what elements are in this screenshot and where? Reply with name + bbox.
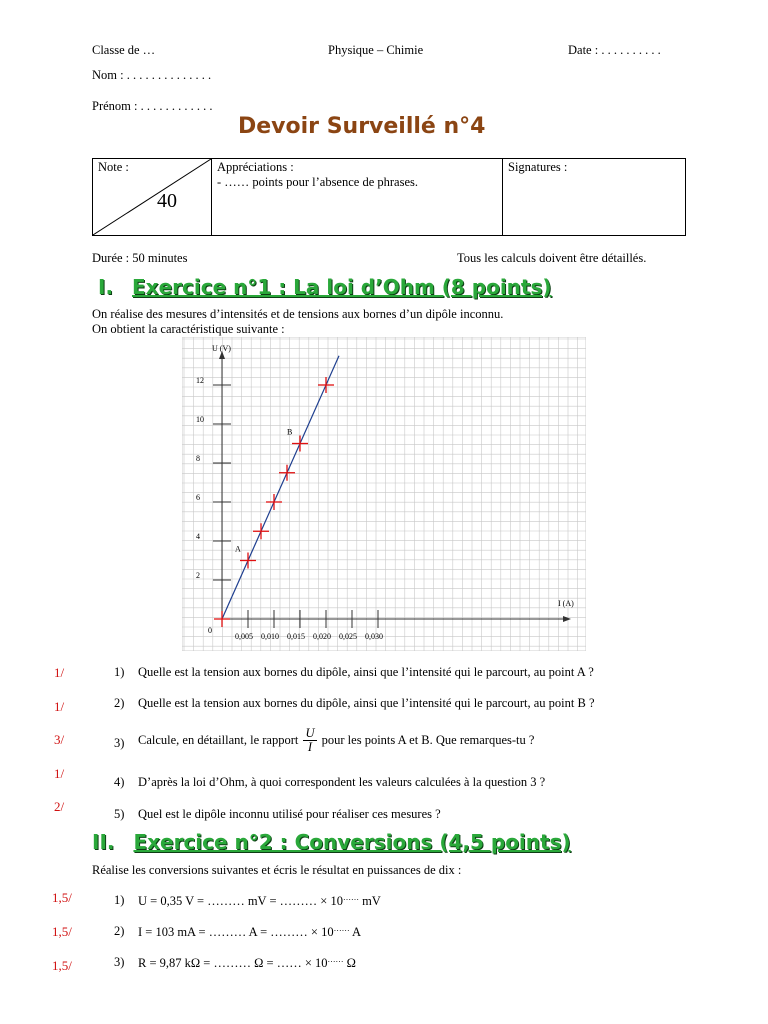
conv2-text <box>138 924 361 940</box>
conv2-points: 1,5/ <box>52 924 72 939</box>
conv3-num: 3) <box>114 955 125 969</box>
conv3-text <box>138 955 356 971</box>
conv3-unit: Ω <box>343 956 356 971</box>
exercise1-num: I. <box>98 275 114 299</box>
x-tick-label-2: 0,015 <box>287 632 305 641</box>
header-matiere: Physique – Chimie <box>328 43 424 57</box>
x-axis-label: I (A) <box>558 599 574 608</box>
conv2-num: 2) <box>114 924 125 938</box>
conv1-points: 1,5/ <box>52 890 72 905</box>
x-tick-label-1: 0,010 <box>261 632 279 641</box>
conv1-expr: U = 0,35 V = ……… mV = ……… × 10 <box>138 894 343 909</box>
q5-num: 5) <box>114 807 125 821</box>
exercise2-intro: Réalise les conversions suivantes et écris le résultat en puissances de dix : <box>92 863 462 877</box>
exercise1-title: Exercice n°1 : La loi d’Ohm (8 points) <box>132 275 552 299</box>
x-tick-label-0: 0,005 <box>235 632 253 641</box>
exercise2-title: Exercice n°2 : Conversions (4,5 points) <box>133 830 571 854</box>
conv2-exponent: …… <box>333 924 350 933</box>
exercise1-intro2: On obtient la caractéristique suivante : <box>92 322 285 336</box>
q3-text-before: Calcule, en détaillant, le rapport <box>138 733 299 747</box>
q4-points: 1/ <box>54 766 65 781</box>
page-title: Devoir Surveillé n°4 <box>238 114 486 139</box>
appreciations-line: - …… points pour l’absence de phrases. <box>217 175 418 189</box>
q2-text: Quelle est la tension aux bornes du dipôle, ainsi que l’intensité qui le parcourt, au point B ? <box>138 696 595 710</box>
q1-points: 1/ <box>54 665 65 680</box>
ratio-fraction <box>303 727 316 754</box>
conv1-exponent: …… <box>342 893 359 902</box>
y-tick-label-10: 10 <box>196 415 204 424</box>
header-date: Date : . . . . . . . . . . <box>568 43 661 57</box>
signatures-cell <box>503 159 686 236</box>
conv2-unit: A <box>349 925 362 940</box>
x-tick-label-4: 0,025 <box>339 632 357 641</box>
y-axis-label: U (V) <box>212 344 231 353</box>
conv3-expr: R = 9,87 kΩ = ……… Ω = …… × 10 <box>138 956 328 971</box>
fraction-numerator: U <box>305 726 315 740</box>
point-label-B: B <box>287 427 293 437</box>
x-tick-label-5: 0,030 <box>365 632 383 641</box>
header-classe: Classe de … <box>92 43 156 57</box>
note-cell <box>93 159 212 236</box>
q3-points: 3/ <box>54 732 65 747</box>
exercise1-intro1: On réalise des mesures d’intensités et de tensions aux bornes d’un dipôle inconnu. <box>92 307 504 321</box>
appreciations-label: Appréciations : <box>217 160 294 174</box>
fraction-denominator: I <box>307 740 313 754</box>
q3-text <box>138 727 534 754</box>
conv1-unit: mV <box>358 894 381 909</box>
conv3-exponent: …… <box>327 955 344 964</box>
x-tick-label-3: 0,020 <box>313 632 331 641</box>
q5-points: 2/ <box>54 799 65 814</box>
q3-num: 3) <box>114 736 125 750</box>
q3-text-after: pour les points A et B. Que remarques-tu ? <box>321 733 535 747</box>
conv3-points: 1,5/ <box>52 958 72 973</box>
q1-num: 1) <box>114 665 125 679</box>
note-total: 40 <box>157 190 177 212</box>
q4-num: 4) <box>114 775 125 789</box>
q2-num: 2) <box>114 696 125 710</box>
conv2-expr: I = 103 mA = ……… A = ……… × 10 <box>138 925 334 940</box>
appreciations-cell <box>212 159 503 236</box>
origin-label: 0 <box>208 626 212 635</box>
y-tick-label-4: 4 <box>196 532 200 541</box>
exercise2-num: II. <box>92 830 115 854</box>
exercise2-heading <box>92 830 571 854</box>
conv1-text <box>138 893 381 909</box>
signatures-label: Signatures : <box>508 160 568 174</box>
header-nom: Nom : . . . . . . . . . . . . . . <box>92 68 212 82</box>
q4-text: D’après la loi d’Ohm, à quoi correspondent les valeurs calculées à la question 3 ? <box>138 775 546 789</box>
point-label-A: A <box>235 544 241 554</box>
header-prenom: Prénom : . . . . . . . . . . . . <box>92 99 213 113</box>
q5-text: Quel est le dipôle inconnu utilisé pour réaliser ces mesures ? <box>138 807 441 821</box>
chart-ohm <box>182 337 586 651</box>
y-tick-label-8: 8 <box>196 454 200 463</box>
y-tick-label-2: 2 <box>196 571 200 580</box>
calculs-note: Tous les calculs doivent être détaillés. <box>457 251 647 265</box>
chart-background <box>182 337 586 651</box>
note-label: Note : <box>98 160 129 174</box>
exercise1-heading <box>98 275 552 299</box>
y-tick-label-12: 12 <box>196 376 204 385</box>
q1-text: Quelle est la tension aux bornes du dipôle, ainsi que l’intensité qui le parcourt, au point A ? <box>138 665 594 679</box>
y-tick-label-6: 6 <box>196 493 200 502</box>
duree: Durée : 50 minutes <box>92 251 188 265</box>
evaluation-table <box>92 158 686 236</box>
conv1-num: 1) <box>114 893 125 907</box>
q2-points: 1/ <box>54 699 65 714</box>
